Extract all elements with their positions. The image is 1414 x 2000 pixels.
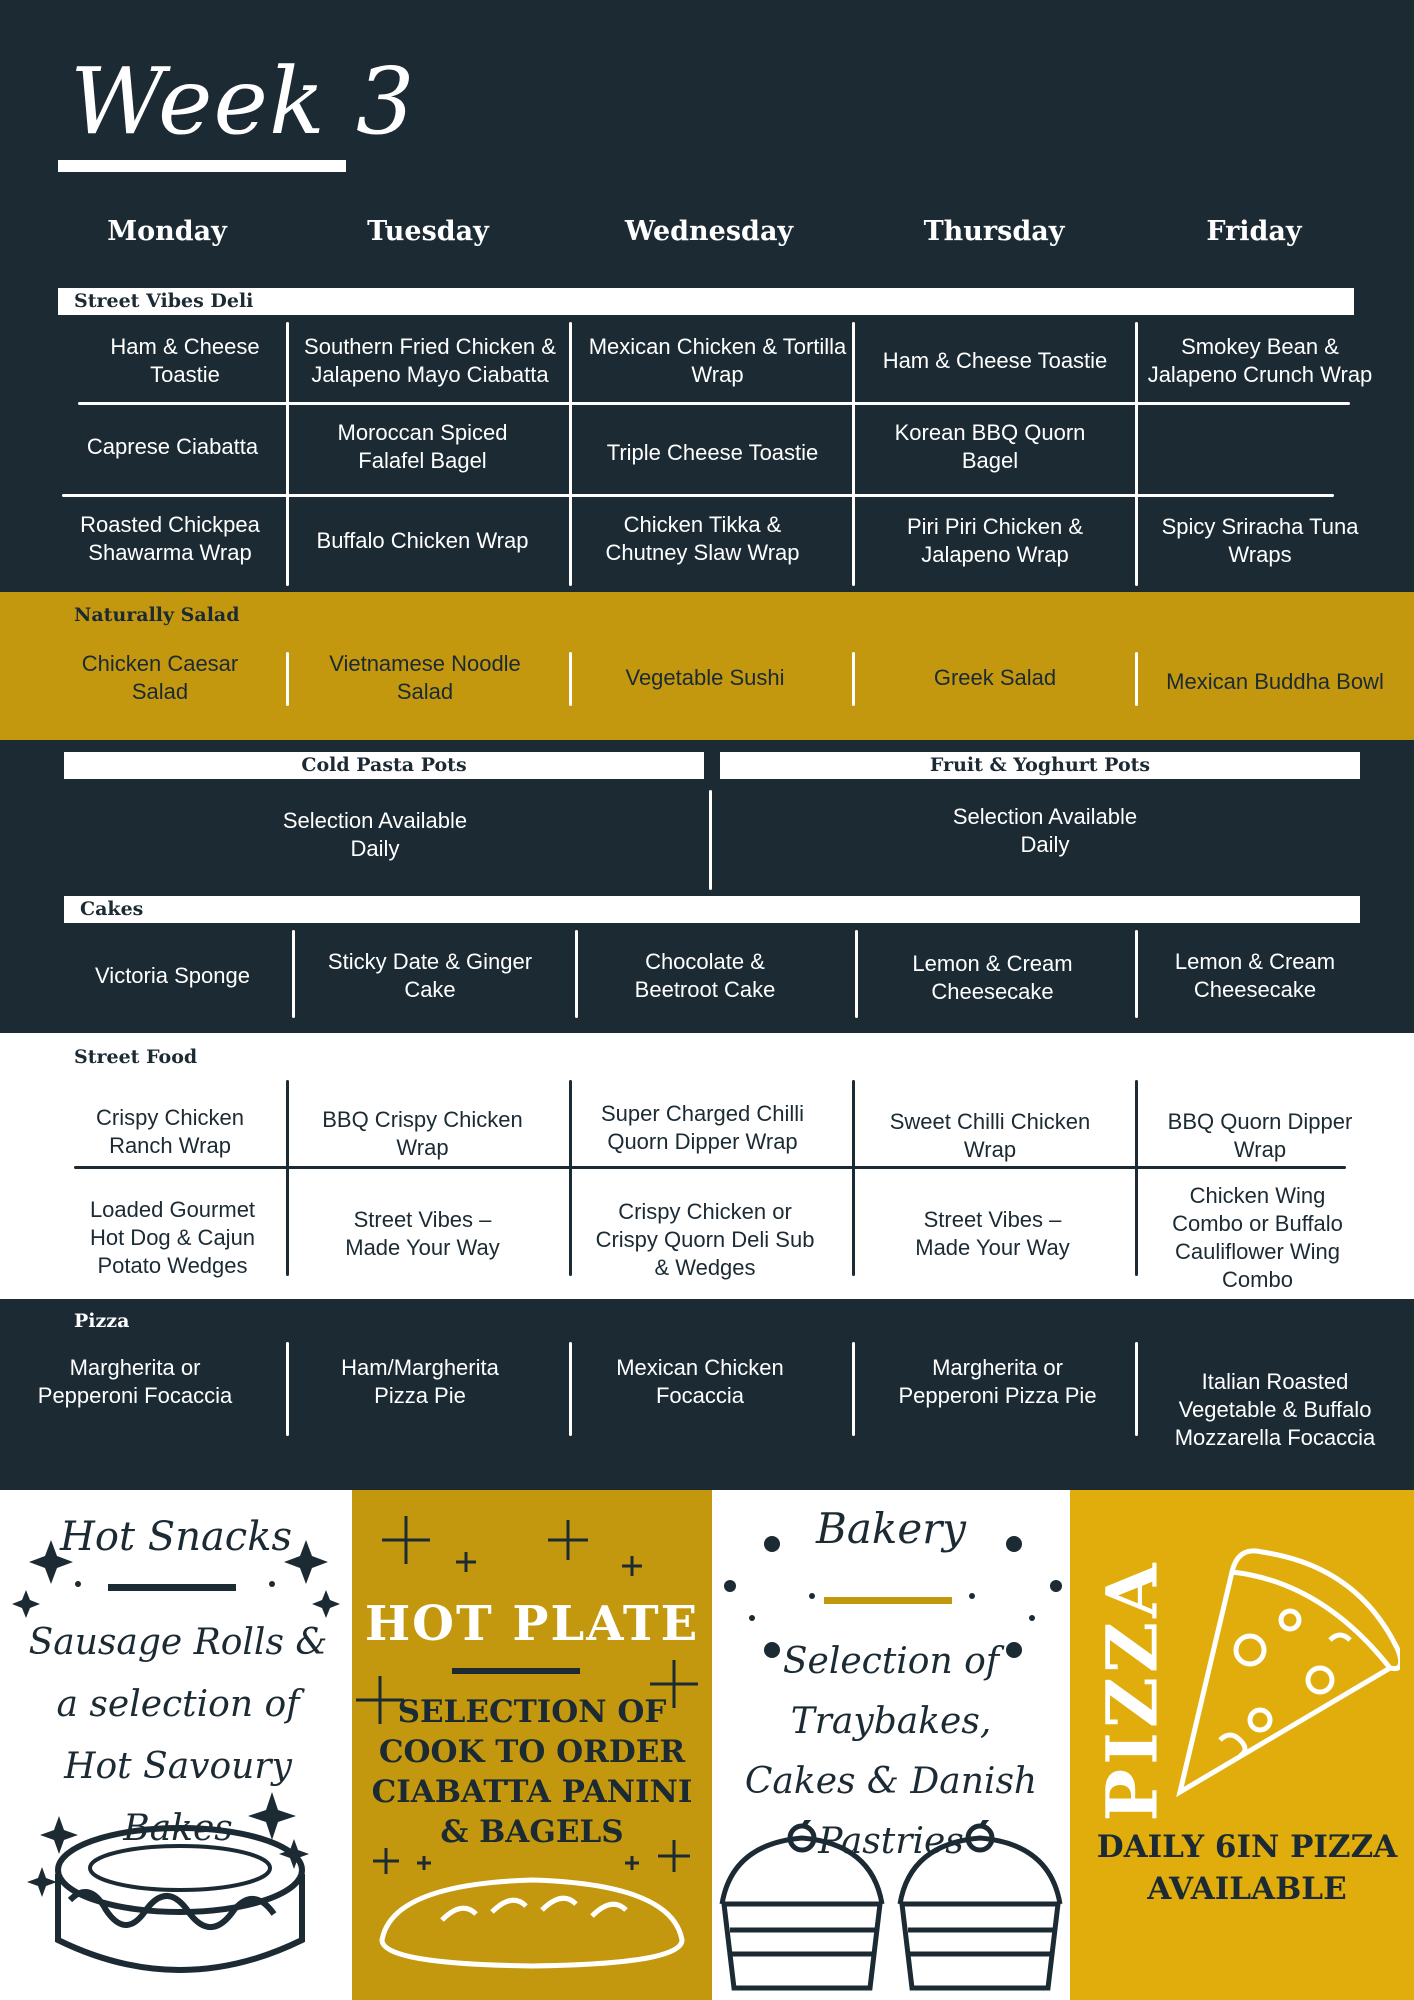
pizza-panel-title: PIZZA (1090, 1559, 1174, 1822)
menu-cell: Mexican Chicken & Tortilla Wrap (588, 334, 847, 387)
section-header-pizza: Pizza (74, 1310, 130, 1332)
column-divider (569, 322, 572, 586)
menu-cell: Korean BBQ Quorn Bagel (894, 420, 1086, 473)
column-divider (292, 930, 295, 1018)
section-header-cakes: Cakes (64, 896, 1360, 923)
column-divider (852, 322, 855, 586)
column-divider (569, 652, 572, 706)
menu-cell: Margherita or Pepperoni Pizza Pie (898, 1355, 1097, 1408)
section-header-fruit-yoghurt-pots: Fruit & Yoghurt Pots (720, 752, 1360, 779)
menu-cell: Chicken Caesar Salad (81, 651, 239, 704)
menu-cell: Greek Salad (933, 665, 1057, 690)
column-divider (569, 1342, 572, 1436)
column-divider (286, 322, 289, 586)
menu-cell: BBQ Quorn Dipper Wrap (1167, 1109, 1353, 1162)
menu-cell: Street Vibes – Made Your Way (345, 1207, 500, 1260)
bakery-text: Selection of Traybakes, Cakes & Danish Pastries (744, 1641, 1038, 1862)
column-divider (1135, 1342, 1138, 1436)
menu-cell: Southern Fried Chicken & Jalapeno Mayo Ciabatta (304, 334, 556, 387)
day-tuesday: Tuesday (367, 216, 489, 247)
section-header-naturally-salad: Naturally Salad (74, 604, 240, 626)
menu-cell: Selection Available Daily (282, 808, 468, 861)
menu-cell: Ham/Margherita Pizza Pie (341, 1355, 499, 1408)
day-monday: Monday (107, 216, 227, 247)
column-divider (852, 652, 855, 706)
hot-snacks-text: Sausage Rolls & a selection of Hot Savoury Bakes (28, 1622, 328, 1849)
column-divider (286, 1342, 289, 1436)
menu-cell: Mexican Buddha Bowl (1166, 669, 1384, 694)
section-header-street-vibes-deli: Street Vibes Deli (58, 288, 1354, 315)
menu-cell: Moroccan Spiced Falafel Bagel (337, 420, 508, 473)
bakery-title: Bakery (815, 1504, 966, 1553)
menu-cell: Chocolate & Beetroot Cake (634, 949, 776, 1002)
menu-cell: Mexican Chicken Focaccia (616, 1355, 784, 1408)
row-divider (78, 402, 1350, 405)
column-divider (1135, 322, 1138, 586)
menu-cell: Smokey Bean & Jalapeno Crunch Wrap (1147, 334, 1373, 387)
menu-cell: Victoria Sponge (95, 963, 250, 988)
menu-cell: Chicken Tikka & Chutney Slaw Wrap (605, 512, 800, 565)
column-divider (286, 1080, 289, 1276)
column-divider (575, 930, 578, 1018)
menu-cell: Selection Available Daily (952, 804, 1138, 857)
menu-cell: Crispy Chicken Ranch Wrap (96, 1105, 244, 1158)
column-divider (286, 652, 289, 706)
menu-cell: Margherita or Pepperoni Focaccia (37, 1355, 233, 1408)
hot-plate-title: HOT PLATE (364, 1596, 700, 1652)
menu-cell: BBQ Crispy Chicken Wrap (322, 1107, 523, 1160)
column-divider (852, 1080, 855, 1276)
menu-cell: Lemon & Cream Cheesecake (912, 951, 1073, 1004)
day-friday: Friday (1206, 216, 1302, 247)
cake-icon (20, 1790, 340, 1990)
column-divider (709, 790, 712, 890)
title-underline (58, 160, 346, 172)
pizza-panel-text: DAILY 6IN PIZZA AVAILABLE (1096, 1829, 1398, 1907)
menu-cell: Roasted Chickpea Shawarma Wrap (80, 512, 260, 565)
menu-cell: Crispy Chicken or Crispy Quorn Deli Sub & Wedges (595, 1199, 815, 1280)
hot-plate-text: SELECTION OF COOK TO ORDER CIABATTA PANINI & BAGELS (371, 1694, 693, 1850)
day-thursday: Thursday (923, 216, 1065, 247)
menu-cell: Piri Piri Chicken & Jalapeno Wrap (906, 514, 1084, 567)
menu-cell: Lemon & Cream Cheesecake (1174, 949, 1336, 1002)
menu-cell: Spicy Sriracha Tuna Wraps (1161, 514, 1359, 567)
row-divider (74, 1166, 1346, 1169)
menu-cell (1140, 408, 1380, 486)
column-divider (1135, 1080, 1138, 1276)
pizza-slice-icon (1170, 1530, 1400, 1810)
column-divider (569, 1080, 572, 1276)
column-divider (855, 930, 858, 1018)
menu-cell: Triple Cheese Toastie (606, 440, 819, 465)
menu-cell: Sticky Date & Ginger Cake (327, 949, 533, 1002)
column-divider (852, 1342, 855, 1436)
menu-cell: Italian Roasted Vegetable & Buffalo Mozzarella Focaccia (1174, 1369, 1376, 1450)
menu-cell: Street Vibes – Made Your Way (915, 1207, 1070, 1260)
menu-cell: Chicken Wing Combo or Buffalo Cauliflower Wing Combo (1172, 1183, 1343, 1292)
row-divider (62, 494, 1334, 497)
menu-cell: Vegetable Sushi (625, 665, 785, 690)
column-divider (1135, 652, 1138, 706)
menu-cell: Vietnamese Noodle Salad (329, 651, 521, 704)
section-header-cold-pasta-pots: Cold Pasta Pots (64, 752, 704, 779)
hot-snacks-title: Hot Snacks (60, 1514, 292, 1560)
menu-cell: Loaded Gourmet Hot Dog & Cajun Potato Wedges (89, 1197, 256, 1278)
column-divider (1135, 930, 1138, 1018)
menu-cell: Ham & Cheese Toastie (882, 348, 1108, 373)
menu-cell: Buffalo Chicken Wrap (316, 528, 529, 553)
section-header-street-food: Street Food (74, 1046, 198, 1068)
menu-cell: Super Charged Chilli Quorn Dipper Wrap (601, 1101, 804, 1154)
sparkle-icon (352, 1500, 712, 2000)
menu-cell: Caprese Ciabatta (86, 434, 259, 459)
cake-slice-icon (712, 1820, 1070, 2000)
menu-cell: Ham & Cheese Toastie (110, 334, 260, 387)
menu-cell: Sweet Chilli Chicken Wrap (889, 1109, 1091, 1162)
sparkle-icon (0, 1500, 352, 1620)
day-wednesday: Wednesday (624, 216, 794, 247)
page-title: Week 3 (70, 48, 416, 155)
